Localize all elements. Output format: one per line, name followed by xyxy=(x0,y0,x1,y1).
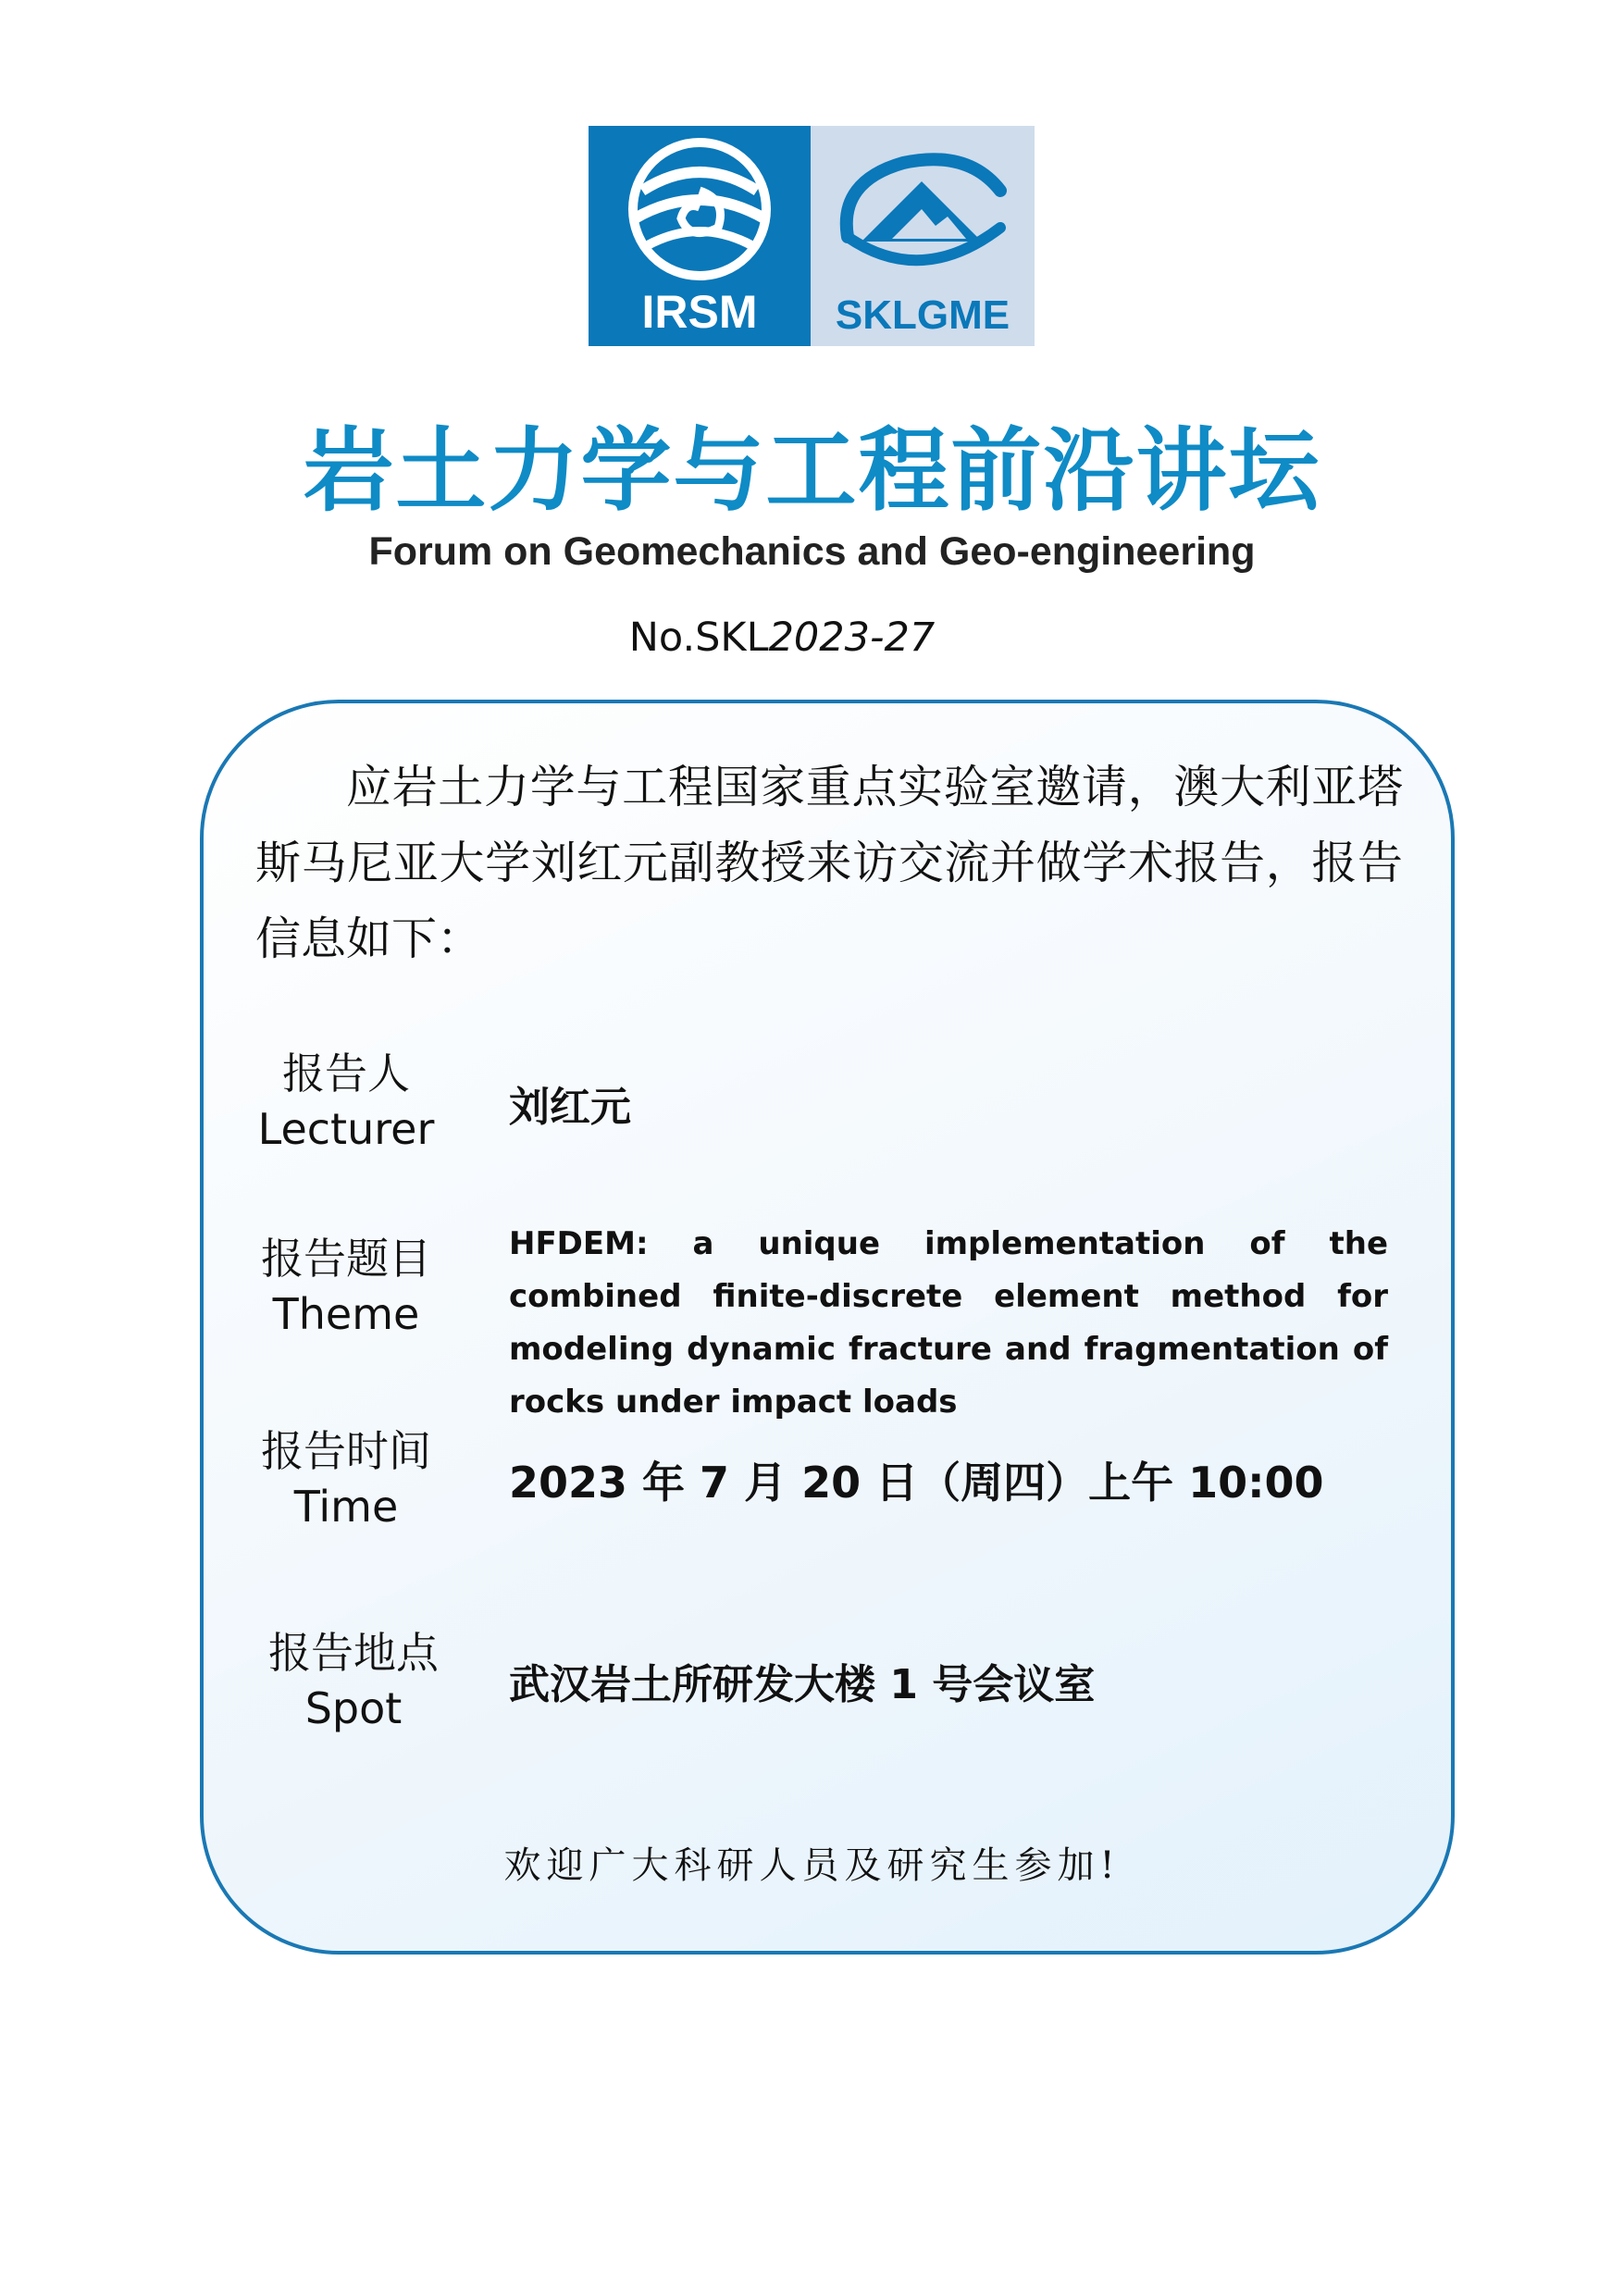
mountain-icon xyxy=(811,126,1035,292)
theme-label xyxy=(226,1231,466,1342)
spot-label-cn: 报告地点 xyxy=(268,1628,439,1678)
lecturer-label-cn: 报告人 xyxy=(282,1049,410,1098)
lecturer-label-en: Lecturer xyxy=(257,1104,435,1154)
serial-value: 2023-27 xyxy=(768,614,936,661)
intro-paragraph: 应岩土力学与工程国家重点实验室邀请，澳大利亚塔斯马尼亚大学刘红元副教授来访交流并做学术报告，报告信息如下： xyxy=(255,761,1403,965)
irsm-logo-text: IRSM xyxy=(641,286,758,338)
spot-label-en: Spot xyxy=(304,1683,403,1733)
spot-label xyxy=(233,1625,474,1736)
theme-value: HFDEM: a unique implementation of the combined finite-discrete element method for modeling dynamic fracture and fragmentation of rocks under impact loads xyxy=(509,1225,1388,1421)
spot-value: 武汉岩土所研发大楼 1 号会议室 xyxy=(509,1661,1096,1708)
time-value: 2023 年 7 月 20 日（周四）上午 10:00 xyxy=(509,1458,1324,1508)
theme-label-cn: 报告题目 xyxy=(261,1234,431,1284)
sklgme-logo xyxy=(811,126,1035,346)
lecturer-label xyxy=(226,1046,466,1157)
forum-title-cn: 岩土力学与工程前沿讲坛 xyxy=(303,418,1321,524)
welcome-message: 欢迎广大科研人员及研究生参加! xyxy=(503,1844,1121,1887)
theme-label-en: Theme xyxy=(272,1289,420,1339)
time-label xyxy=(226,1423,466,1534)
lecturer-value: 刘红元 xyxy=(509,1084,631,1131)
serial-prefix: No.SKL xyxy=(628,614,769,661)
globe-icon xyxy=(589,126,811,292)
serial-number xyxy=(0,614,1564,661)
time-label-en: Time xyxy=(293,1482,399,1532)
forum-title-en: Forum on Geomechanics and Geo-engineering xyxy=(368,529,1256,574)
sklgme-logo-text: SKLGME xyxy=(835,292,1010,338)
header-logo xyxy=(589,126,1035,346)
time-label-cn: 报告时间 xyxy=(261,1426,431,1476)
irsm-logo xyxy=(589,126,811,346)
